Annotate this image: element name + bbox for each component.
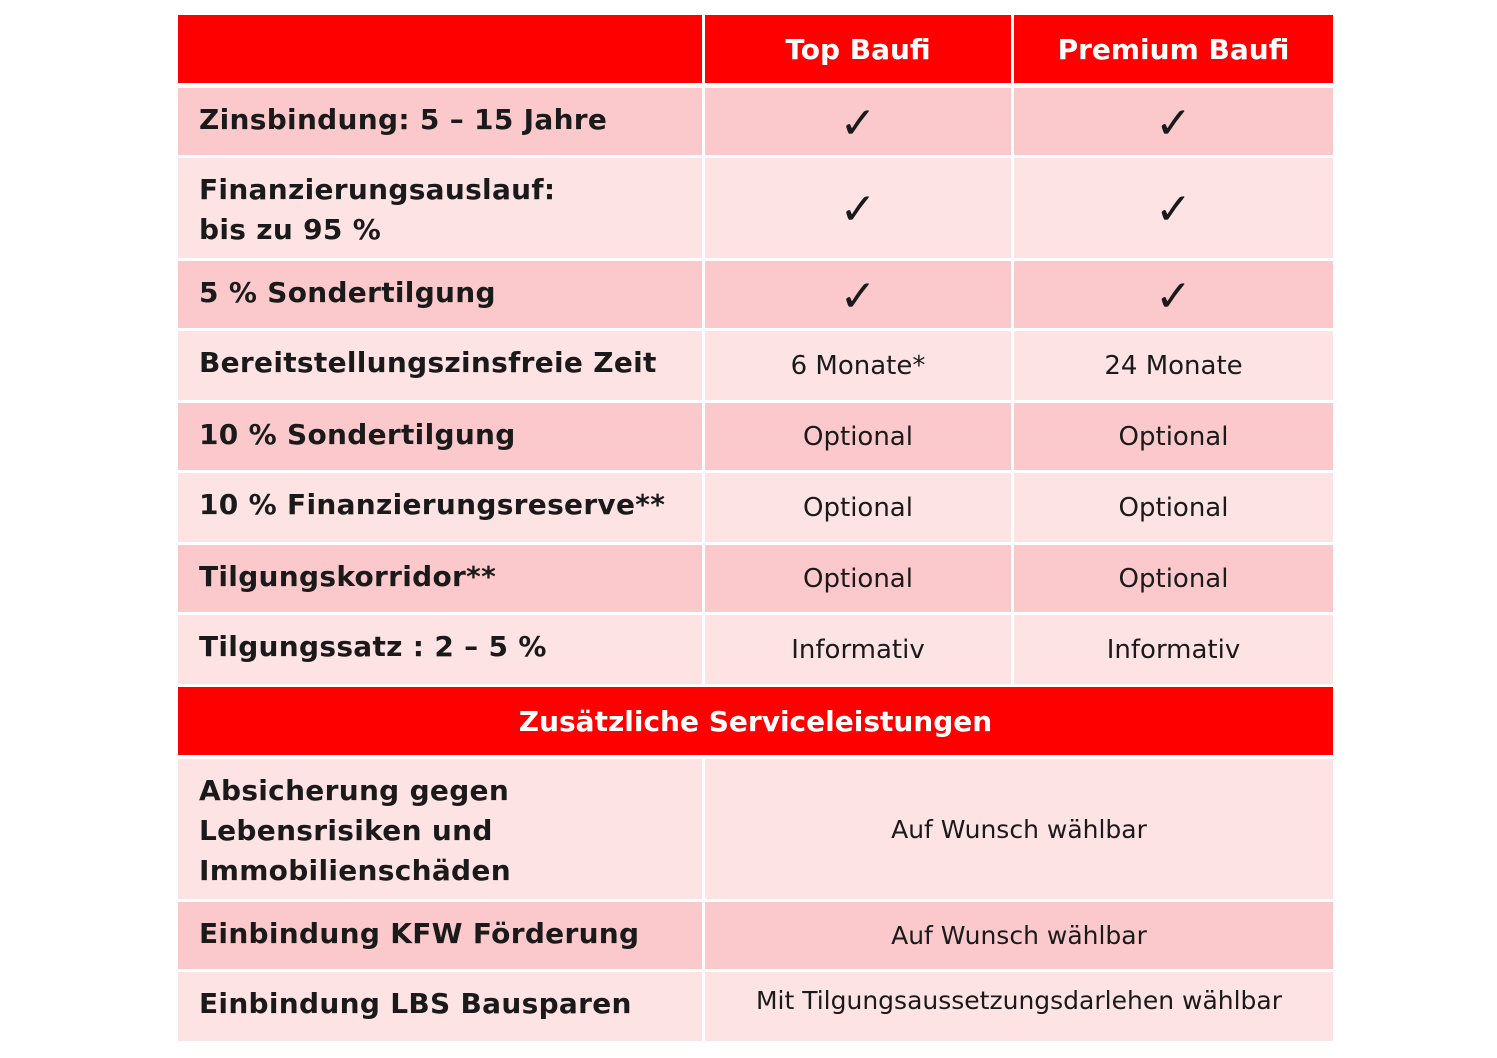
- service-value: Auf Wunsch wählbar: [705, 759, 1333, 902]
- feature-label: Tilgungskorridor**: [178, 545, 705, 615]
- checkmark-icon: ✓: [705, 158, 1014, 261]
- table-row: [178, 615, 1333, 687]
- feature-label-line: Absicherung gegen: [199, 774, 510, 807]
- table-row: [178, 158, 1333, 261]
- header-blank-cell: [178, 15, 705, 88]
- table-row: [178, 473, 1333, 545]
- header-row: [178, 15, 1333, 88]
- header-top-baufi: Top Baufi: [705, 15, 1014, 88]
- top-value: Optional: [705, 473, 1014, 545]
- table-row: [178, 88, 1333, 158]
- table-row: [178, 902, 1333, 972]
- feature-label-line: Finanzierungsauslauf:: [199, 173, 556, 206]
- feature-label: Bereitstellungszinsfreie Zeit: [178, 331, 705, 403]
- table-row: [178, 972, 1333, 1044]
- feature-label-line: bis zu 95 %: [199, 213, 382, 246]
- top-value: Optional: [705, 403, 1014, 473]
- top-value: Optional: [705, 545, 1014, 615]
- service-value: Mit Tilgungsaussetzungsdarlehen wählbar: [705, 972, 1333, 1044]
- feature-label: 5 % Sondertilgung: [178, 261, 705, 331]
- feature-label: 10 % Finanzierungsreserve**: [178, 473, 705, 545]
- service-value: Auf Wunsch wählbar: [705, 902, 1333, 972]
- feature-label: [178, 158, 705, 261]
- checkmark-icon: ✓: [1014, 88, 1333, 158]
- table-row: [178, 261, 1333, 331]
- feature-label: Einbindung LBS Bausparen: [178, 972, 705, 1044]
- feature-label: Zinsbindung: 5 – 15 Jahre: [178, 88, 705, 158]
- feature-label: Tilgungssatz : 2 – 5 %: [178, 615, 705, 687]
- checkmark-icon: ✓: [705, 88, 1014, 158]
- comparison-table: [178, 15, 1333, 1044]
- premium-value: Optional: [1014, 403, 1333, 473]
- feature-label: Einbindung KFW Förderung: [178, 902, 705, 972]
- header-premium-baufi: Premium Baufi: [1014, 15, 1333, 88]
- feature-label-line: Immobilienschäden: [199, 854, 511, 887]
- premium-value: Informativ: [1014, 615, 1333, 687]
- checkmark-icon: ✓: [1014, 261, 1333, 331]
- table-row: [178, 759, 1333, 902]
- premium-value: Optional: [1014, 545, 1333, 615]
- feature-label: [178, 759, 705, 902]
- premium-value: Optional: [1014, 473, 1333, 545]
- checkmark-icon: ✓: [705, 261, 1014, 331]
- section-header-row: [178, 687, 1333, 759]
- table-row: [178, 403, 1333, 473]
- table-row: [178, 331, 1333, 403]
- table-row: [178, 545, 1333, 615]
- feature-label-line: Lebensrisiken und: [199, 814, 493, 847]
- premium-value: 24 Monate: [1014, 331, 1333, 403]
- checkmark-icon: ✓: [1014, 158, 1333, 261]
- feature-label: 10 % Sondertilgung: [178, 403, 705, 473]
- top-value: Informativ: [705, 615, 1014, 687]
- top-value: 6 Monate*: [705, 331, 1014, 403]
- section-title: Zusätzliche Serviceleistungen: [178, 687, 1333, 759]
